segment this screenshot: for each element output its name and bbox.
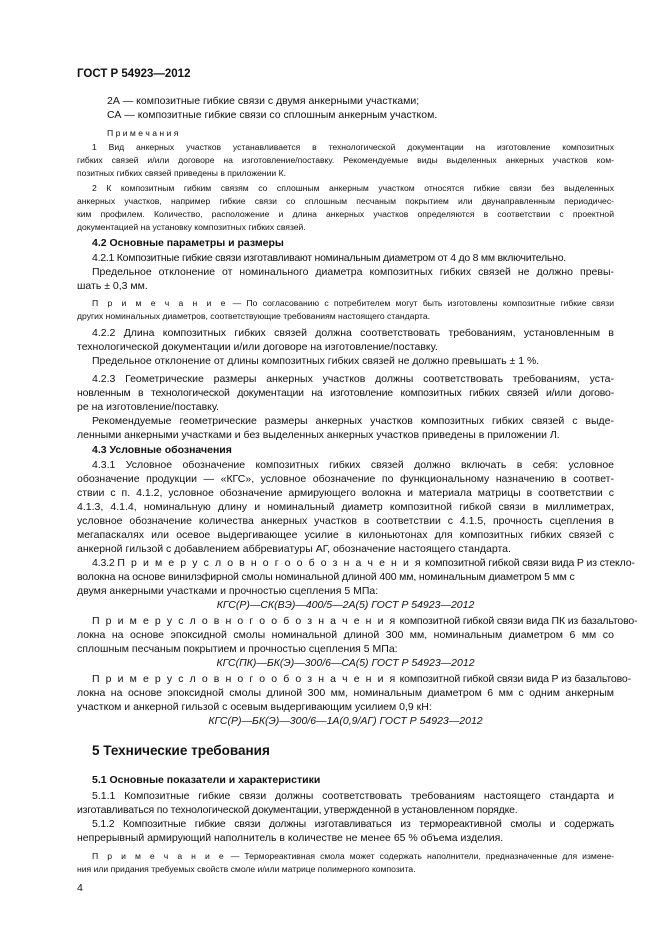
note-1-line: 1 Вид анкерных участков устанавливается в технологической документации на изготовление композитных (92, 142, 614, 152)
paragraph-line: 5.1.1 Композитные гибкие связи должны соответствовать требованиям настоящего стандарта и (92, 790, 614, 802)
example-line (92, 672, 631, 686)
note-2-line: ким профилем. Количество, расположение и длина анкерных участков определяются в соответствии с проектной (77, 209, 614, 219)
designation-2a: 2А — композитные гибкие связи с двумя анкерными участками; (107, 95, 420, 107)
example-line: двумя анкерными участками и прочностью сцепления 5 МПа: (77, 585, 379, 597)
clause-number: 4.3.2 (92, 557, 118, 569)
example-line: локна на основе эпоксидной смолы номинальной длиной 300 мм, номинальным диаметром 6 мм со (77, 629, 614, 641)
example-label: П р и м е р у с л о в н о г о о б о з н а ч е н и я (92, 673, 397, 685)
paragraph-line: ре на изготовление/поставку. (77, 401, 220, 413)
section-heading-4-2: 4.2 Основные параметры и размеры (92, 237, 284, 249)
note-1-line: позитных гибких связей приведены в приложении К. (77, 168, 286, 178)
note-line (92, 297, 614, 309)
paragraph-line: 4.2.2 Длина композитных гибких связей должна соответствовать требованиям, установленным в (92, 327, 614, 339)
example-line: сплошным песчаным покрытием и прочностью сцепления 5 МПа: (77, 643, 398, 655)
note-1-line: гибких связей и/или договоре на изготовление/поставку. Рекомендуемые виды выделенных анкерных участков ком- (77, 155, 614, 165)
designation-example: КГС(ПК)—БК(Э)—300/6—СА(5) ГОСТ Р 54923—2012 (216, 657, 475, 669)
example-line (92, 556, 635, 570)
paragraph-line: 4.2.1 Композитные гибкие связи изготавливают номинальным диаметром от 4 до 8 мм включительно. (92, 252, 566, 264)
note-line (92, 850, 614, 862)
example-text: композитной гибкой связи вида ПК из базальтово- (396, 615, 638, 627)
example-text: композитной гибкой связи вида Р из стекло- (422, 557, 635, 569)
designation-example: КГС(Р)—СК(ВЭ)—400/5—2А(5) ГОСТ Р 54923—2012 (216, 599, 475, 611)
example-label: П р и м е р у с л о в н о г о о б о з н а ч е н и я (92, 615, 397, 627)
example-label: П р и м е р у с л о в н о г о о б о з н а ч е н и я (117, 557, 423, 569)
paragraph-line: обозначение продукции — «КГС», условное обозначение по функциональному назначению в соответ- (77, 473, 614, 485)
paragraph-line: шать ± 0,3 мм. (77, 280, 148, 292)
note-label: П р и м е ч а н и е (92, 851, 226, 861)
paragraph-line: технологической документации и/или договоре на изготовление/поставку. (77, 341, 438, 353)
note-2-line: документацией на установку композитных гибких связей. (77, 222, 306, 232)
example-line: участком и анкерной гильзой с осевым выдергивающим усилием 0,9 кН: (77, 701, 432, 713)
paragraph-line: ствии с п. 4.1.2, условное обозначение армирующего волокна и материала матрицы в соответствии с (77, 487, 614, 499)
note-line: других номинальных диаметров, соответствующие требованиям настоящего стандарта. (77, 311, 431, 321)
paragraph-line: изготавливаться по технологической документации, утвержденной в установленном порядке. (77, 804, 518, 816)
paragraph-line: 4.2.3 Геометрические размеры анкерных участков должны соответствовать требованиям, уста- (92, 373, 614, 385)
paragraph-line: мегапаскалях или осевое выдергивающее усилие в килоньютонах для композитных гибких связей с (77, 529, 614, 541)
note-2-line: анкерных участков, например гибкие связи со сплошным песчаным покрытием или двунаправленным периодичес- (77, 196, 614, 206)
note-line: ния или придания требуемых свойств смоле и/или матрице полимерного композита. (77, 864, 416, 874)
example-line: локна на основе эпоксидной смолы длиной 300 мм, номинальным диаметром 6 мм с одним анкерным (77, 687, 614, 699)
paragraph-line: новленным в технологической документации на изготовление композитных гибких связей и/или догово- (77, 387, 614, 399)
paragraph-line: 5.1.2 Композитные гибкие связи должны изготавливаться из термореактивной смолы и содержать (92, 818, 614, 830)
designation-ca: СА — композитные гибкие связи со сплошным анкерным участком. (107, 109, 438, 121)
document-header: ГОСТ Р 54923—2012 (77, 68, 191, 80)
example-text: композитной гибкой связи вида Р из базальтово- (396, 673, 631, 685)
section-heading-5: 5 Технические требования (92, 743, 270, 758)
paragraph-line: Рекомендуемые геометрические размеры анкерных участков композитных гибких связей с выде- (92, 415, 614, 427)
note-2-line: 2 К композитным гибким связям со сплошным анкерным участком относятся гибкие связи без выделенных (92, 183, 614, 193)
paragraph-line: 4.1.3, 4.1.4, номинальную длину и номинальный диаметр композитной гибкой связи в миллиметрах, (77, 501, 614, 513)
paragraph-line: ленными анкерными участками и без выделенных анкерных участков приведены в приложении Л. (77, 429, 560, 441)
paragraph-line: анкерной гильзой с добавлением аббревиатуры АГ, обозначение настоящего стандарта. (77, 543, 511, 555)
note-label: П р и м е ч а н и е (92, 298, 228, 308)
notes-heading: П р и м е ч а н и я (107, 128, 179, 138)
section-heading-4-3: 4.3 Условные обозначения (92, 444, 232, 456)
paragraph-line: непрерывный армирующий наполнитель в количестве не менее 65 % объема изделия. (77, 832, 504, 844)
section-heading-5-1: 5.1 Основные показатели и характеристики (92, 774, 321, 786)
page-number: 4 (77, 882, 83, 894)
paragraph-line: Предельное отклонение от длины композитных гибких связей не должно превышать ± 1 %. (92, 355, 540, 367)
example-line: волокна на основе винилэфирной смолы номинальной длиной 400 мм, номинальным диаметром 5 мм с (77, 571, 575, 583)
paragraph-line: условное обозначение количества анкерных участков в соответствии с 4.1.5, прочность сцепления в (77, 515, 614, 527)
note-text: — Термореактивная смола может содержать наполнители, предназначенные для измене- (225, 851, 614, 861)
note-text: — По согласованию с потребителем могут быть изготовлены композитные гибкие связи (227, 298, 615, 308)
paragraph-line: 4.3.1 Условное обозначение композитных гибких связей должно включать в себя: условное (92, 459, 614, 471)
designation-example: КГС(Р)—БК(Э)—300/6—1А(0,9/АГ) ГОСТ Р 54923—2012 (208, 715, 483, 727)
paragraph-line: Предельное отклонение от номинального диаметра композитных гибких связей не должно превы- (92, 266, 614, 278)
example-line (92, 614, 638, 628)
